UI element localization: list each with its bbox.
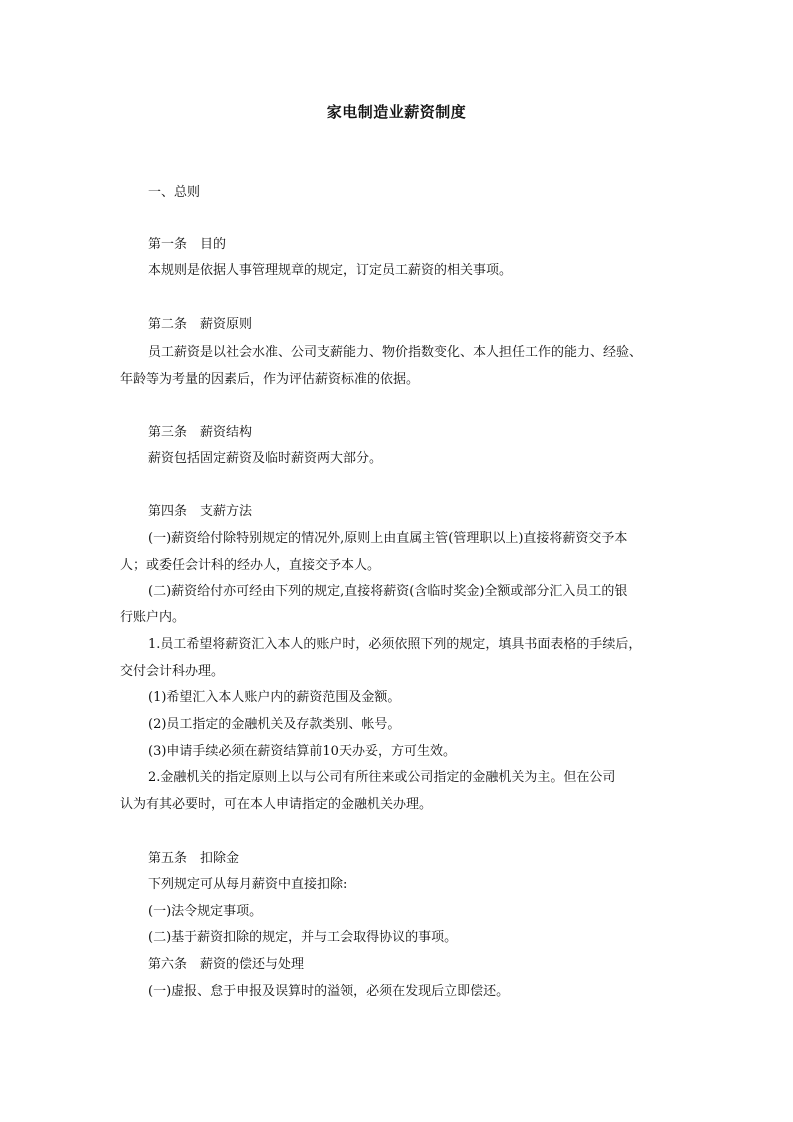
article-4-item-1-line-1: (一)薪资给付除特别规定的情况外,原则上由直属主管(管理职以上)直接将薪资交予本 [148, 531, 628, 546]
article-5-heading: 第五条 扣除金 [148, 851, 240, 866]
article-4-heading: 第四条 支薪方法 [148, 504, 253, 519]
article-4-item-2-line-1: (二)薪资给付亦可经由下列的规定,直接将薪资(含临时奖金)全额或部分汇入员工的银 [148, 584, 628, 599]
article-1-heading: 第一条 目的 [148, 237, 227, 252]
article-4-item-2-line-2: 行账户内。 [120, 610, 186, 625]
article-6-item-1: (一)虚报、怠于申报及误算时的溢领，必须在发现后立即偿还。 [148, 984, 510, 999]
article-4-point-2-line-2: 认为有其必要时，可在本人申请指定的金融机关办理。 [120, 797, 433, 812]
article-2-text-line-2: 年龄等为考量的因素后，作为评估薪资标准的依据。 [120, 372, 420, 387]
article-4-subpoint-3: (3)申请手续必须在薪资结算前10天办妥，方可生效。 [148, 744, 456, 759]
article-4-point-1-line-2: 交付会计科办理。 [120, 664, 225, 679]
article-2-heading: 第二条 薪资原则 [148, 317, 253, 332]
article-4-subpoint-2: (2)员工指定的金融机关及存款类别、帐号。 [148, 717, 401, 732]
article-1-text: 本规则是依据人事管理规章的规定，订定员工薪资的相关事项。 [148, 263, 513, 278]
page-title: 家电制造业薪资制度 [326, 103, 467, 121]
article-2-text-line-1: 员工薪资是以社会水准、公司支薪能力、物价指数变化、本人担任工作的能力、经验、 [148, 345, 643, 360]
article-3-heading: 第三条 薪资结构 [148, 425, 253, 440]
article-5-item-2: (二)基于薪资扣除的规定，并与工会取得协议的事项。 [148, 930, 458, 945]
article-6-heading: 第六条 薪资的偿还与处理 [148, 957, 305, 972]
section-heading-general: 一、总则 [148, 185, 201, 200]
article-4-subpoint-1: (1)希望汇入本人账户内的薪资范围及金额。 [148, 690, 401, 705]
article-4-point-1-line-1: 1.员工希望将薪资汇入本人的账户时，必须依照下列的规定，填具书面表格的手续后， [148, 637, 642, 652]
article-3-text: 薪资包括固定薪资及临时薪资两大部分。 [148, 451, 383, 466]
article-5-text: 下列规定可从每月薪资中直接扣除: [148, 877, 348, 892]
article-5-item-1: (一)法令规定事项。 [148, 904, 263, 919]
article-4-point-2-line-1: 2.金融机关的指定原则上以与公司有所往来或公司指定的金融机关为主。但在公司 [148, 770, 616, 785]
article-4-item-1-line-2: 人；或委任会计科的经办人，直接交予本人。 [120, 558, 381, 573]
